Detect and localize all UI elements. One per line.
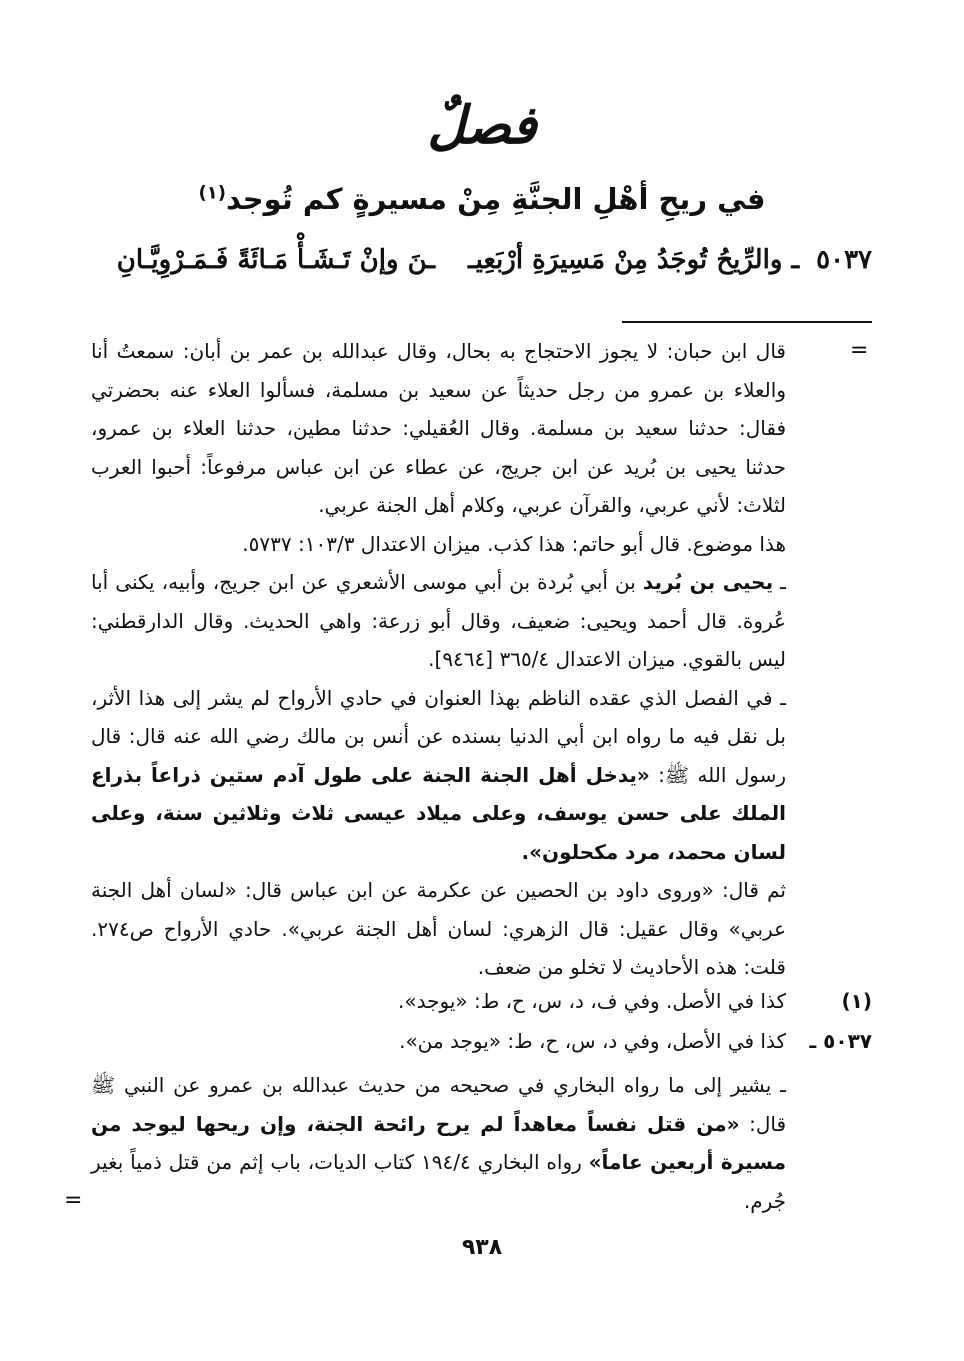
footnotes-block xyxy=(91,332,786,987)
section-heading: فصلٌ xyxy=(427,95,537,156)
note-fasl: ـ في الفصل الذي عقده الناظم بهذا العنوان في حادي الأرواح لم يشر إلى هذا الأثر، بل نقل فيه ما رواه ابن أبي الدنيا بسنده عن أنس بن مالك رضي الله عنه قال: قال رسول الله ﷺ: «يدخل أهل الجنة الجنة على طول آدم ستين ذراعاً بذراع الملك على حسن يوسف، وعلى ميلاد عيسى ثلاث وثلاثين سنة، وعلى لسان محمد، مرد مكحلون». xyxy=(91,685,787,864)
note-yahya-text: بن أبي بُردة بن أبي موسى الأشعري عن ابن جريج، وأبيه، يكنى أبا عُروة. قال أحمد ويحيى: ضعيف، وقال أبو زرعة: واهي الحديث. وقال الدارقطني: ليس بالقوي. ميزان الاعتدال ٣٦٥/٤ [٩٤٦٤]. xyxy=(91,570,786,671)
note-bukhari-text-1: يشير إلى ما رواه البخاري في صحيحه من حديث عبدالله بن عمرو عن النبي ﷺ قال: xyxy=(91,1073,787,1136)
footnote-1-mark: (١) xyxy=(841,989,872,1013)
continuation-mark-end: = xyxy=(64,1188,83,1213)
footnote-5037-notes xyxy=(91,1066,786,1220)
continuation-mark: = xyxy=(850,338,869,363)
footnote-1 xyxy=(92,982,872,1021)
note-fasl-hadith: «يدخل أهل الجنة الجنة على طول آدم ستين ذراعاً بذراع الملك على حسن يوسف، وعلى ميلاد عيسى ثلاث وثلاثين سنة، وعلى لسان محمد، مرد مكحلون». xyxy=(91,762,786,864)
note-ibn-hibban: قال ابن حبان: لا يجوز الاحتجاج به بحال، وقال عبدالله بن عمر بن أبان: سمعتُ أنا والعلاء بن عمرو من رجل حديثاً عن سعيد بن مسلمة، فسألوا العلاء عنه بحضرتي فقال: حدثنا سعيد بن مسلمة. وقال العُقيلي: حدثنا مطين، حدثنا العلاء بن عمرو، حدثنا يحيى بن بُريد عن ابن جريج، عن عطاء عن ابن عباس مرفوعاً: أحبوا العرب لثلاث: لأني عربي، والقرآن عربي، وكلام أهل الجنة عربي. xyxy=(91,339,786,517)
note-fasl-text-1: في الفصل الذي عقده الناظم بهذا العنوان في حادي الأرواح لم يشر إلى هذا الأثر، بل نقل فيه ما رواه ابن أبي الدنيا بسنده عن أنس بن مالك رضي الله عنه قال: قال رسول الله ﷺ: xyxy=(91,685,787,787)
verse-dash: ـ xyxy=(791,245,800,275)
page-number: ٩٣٨ xyxy=(461,1235,503,1260)
note-yahya-name: يحيى بن بُريد xyxy=(642,570,774,594)
section-title-text: في ريحِ أهْلِ الجنَّةِ مِنْ مسيرةٍ كم تُوجد xyxy=(226,182,766,216)
note-yahya: ـ يحيى بن بُريد بن أبي بُردة بن أبي موسى الأشعري عن ابن جريج، وأبيه، يكنى أبا عُروة. قال أحمد ويحيى: ضعيف، وقال أبو زرعة: واهي الحديث. وقال الدارقطني: ليس بالقوي. ميزان الاعتدال ٣٦٥/٤ [٩٤٦٤]. xyxy=(91,570,787,671)
note-bukhari-hadith: «من قتل نفساً معاهداً لم يرح رائحة الجنة، وإن ريحها ليوجد من مسيرة أربعين عاماً» xyxy=(91,1111,786,1174)
verse-hemistich-2: ـنَ وإنْ تَـشَـأْ مَـائَةً فَـمَـرْوِيَّـانِ xyxy=(116,245,435,275)
footnote-ref: (١) xyxy=(198,182,227,204)
note-fasl-cont: ثم قال: «وروى داود بن الحصين عن عكرمة عن ابن عباس قال: «لسان أهل الجنة عربي» وقال عقيل: قال الزهري: لسان أهل الجنة عربي». حادي الأرواح ص٢٧٤. قلت: هذه الأحاديث لا تخلو من ضعف. xyxy=(91,878,786,979)
footnote-separator xyxy=(622,321,872,323)
note-bukhari: ـ يشير إلى ما رواه البخاري في صحيحه من حديث عبدالله بن عمرو عن النبي ﷺ قال: «من قتل نفساً معاهداً لم يرح رائحة الجنة، وإن ريحها ليوجد من مسيرة أربعين عاماً» رواه البخاري ١٩٤/٤ كتاب الديات، باب إثم من قتل ذمياً بغير جُرم. xyxy=(91,1073,787,1213)
footnote-1-text: كذا في الأصل. وفي ف، د، س، ح، ط: «يوجد». xyxy=(398,989,786,1013)
note-bukhari-text-2: رواه البخاري ١٩٤/٤ كتاب الديات، باب إثم من قتل ذمياً بغير جُرم. xyxy=(91,1150,786,1213)
footnote-5037 xyxy=(92,1022,872,1061)
footnote-5037-mark: ٥٠٣٧ ـ xyxy=(809,1029,872,1053)
verse-number: ٥٠٣٧ xyxy=(816,245,872,275)
verse-line xyxy=(72,245,872,275)
footnote-5037-text: كذا في الأصل، وفي د، س، ح، ط: «يوجد من». xyxy=(399,1029,786,1053)
note-mawdu: هذا موضوع. قال أبو حاتم: هذا كذب. ميزان الاعتدال ١٠٣/٣: ٥٧٣٧. xyxy=(242,531,786,556)
verse-hemistich-1: والرِّيحُ تُوجَدُ مِنْ مَسِيرَةِ أرْبَعِيـ xyxy=(468,245,783,275)
section-title xyxy=(0,182,964,216)
